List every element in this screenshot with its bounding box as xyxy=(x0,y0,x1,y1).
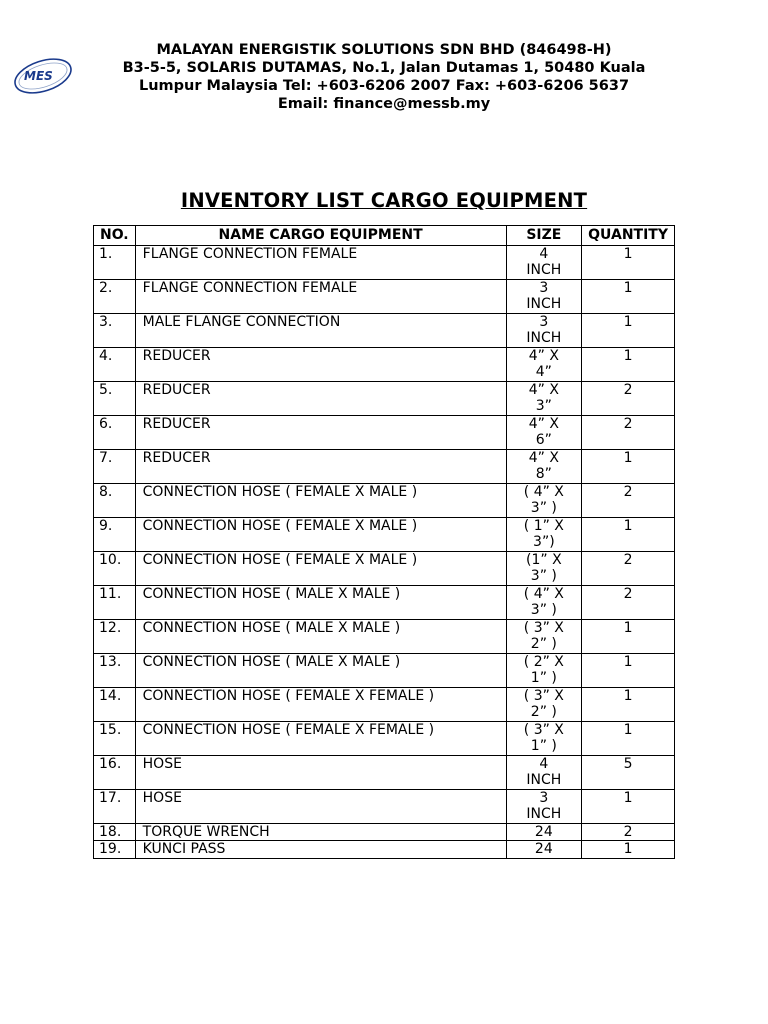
cell-no: 6. xyxy=(94,415,136,449)
cell-size: ( 4” X 3” ) xyxy=(506,483,582,517)
cell-size: 24 xyxy=(506,823,582,841)
cell-no: 14. xyxy=(94,687,136,721)
cell-quantity: 1 xyxy=(582,313,675,347)
cell-name: MALE FLANGE CONNECTION xyxy=(135,313,506,347)
cell-size: 24 xyxy=(506,841,582,859)
cell-name: REDUCER xyxy=(135,381,506,415)
cell-size: 3 INCH xyxy=(506,313,582,347)
cell-name: CONNECTION HOSE ( FEMALE X MALE ) xyxy=(135,483,506,517)
table-row xyxy=(94,551,675,585)
header-no: NO. xyxy=(94,226,136,246)
cell-no: 9. xyxy=(94,517,136,551)
cell-name: CONNECTION HOSE ( MALE X MALE ) xyxy=(135,585,506,619)
cell-name: CONNECTION HOSE ( FEMALE X MALE ) xyxy=(135,551,506,585)
cell-name: FLANGE CONNECTION FEMALE xyxy=(135,279,506,313)
cell-name: CONNECTION HOSE ( MALE X MALE ) xyxy=(135,653,506,687)
cell-size: 4 INCH xyxy=(506,245,582,279)
cell-quantity: 1 xyxy=(582,619,675,653)
table-row xyxy=(94,789,675,823)
cell-name: REDUCER xyxy=(135,347,506,381)
cell-quantity: 1 xyxy=(582,279,675,313)
table-header-row xyxy=(94,226,675,246)
table-row xyxy=(94,483,675,517)
cell-name: FLANGE CONNECTION FEMALE xyxy=(135,245,506,279)
cell-name: HOSE xyxy=(135,789,506,823)
cell-no: 3. xyxy=(94,313,136,347)
cell-name: CONNECTION HOSE ( MALE X MALE ) xyxy=(135,619,506,653)
table-row xyxy=(94,823,675,841)
cell-quantity: 1 xyxy=(582,721,675,755)
logo-text: MES xyxy=(24,69,53,83)
cell-size: 4 INCH xyxy=(506,755,582,789)
cell-no: 18. xyxy=(94,823,136,841)
company-name: MALAYAN ENERGISTIK SOLUTIONS SDN BHD (846498-H) xyxy=(156,42,612,58)
cell-quantity: 1 xyxy=(582,653,675,687)
cell-size: 3 INCH xyxy=(506,279,582,313)
cell-quantity: 1 xyxy=(582,449,675,483)
company-logo xyxy=(10,52,76,98)
table-row xyxy=(94,755,675,789)
cell-quantity: 2 xyxy=(582,415,675,449)
cell-quantity: 5 xyxy=(582,755,675,789)
cell-size: ( 3” X 1” ) xyxy=(506,721,582,755)
cell-name: REDUCER xyxy=(135,415,506,449)
table-row xyxy=(94,279,675,313)
cell-quantity: 2 xyxy=(582,585,675,619)
table-row xyxy=(94,381,675,415)
header-name: NAME CARGO EQUIPMENT xyxy=(135,226,506,246)
header-quantity: QUANTITY xyxy=(582,226,675,246)
cell-no: 1. xyxy=(94,245,136,279)
cell-quantity: 1 xyxy=(582,789,675,823)
inventory-table xyxy=(93,225,675,859)
cell-quantity: 1 xyxy=(582,687,675,721)
table-row xyxy=(94,313,675,347)
cell-no: 19. xyxy=(94,841,136,859)
cell-no: 11. xyxy=(94,585,136,619)
cell-quantity: 2 xyxy=(582,823,675,841)
cell-quantity: 1 xyxy=(582,841,675,859)
company-address-line2: Lumpur Malaysia Tel: +603-6206 2007 Fax: +603-6206 5637 xyxy=(138,78,630,94)
cell-size: ( 3” X 2” ) xyxy=(506,619,582,653)
cell-quantity: 1 xyxy=(582,347,675,381)
cell-size: 4” X 6” xyxy=(506,415,582,449)
cell-no: 10. xyxy=(94,551,136,585)
cell-size: 4” X 4” xyxy=(506,347,582,381)
table-row xyxy=(94,841,675,859)
table-row xyxy=(94,415,675,449)
cell-quantity: 1 xyxy=(582,517,675,551)
cell-no: 15. xyxy=(94,721,136,755)
cell-quantity: 2 xyxy=(582,381,675,415)
cell-no: 4. xyxy=(94,347,136,381)
cell-name: CONNECTION HOSE ( FEMALE X FEMALE ) xyxy=(135,687,506,721)
company-email: Email: finance@messb.my xyxy=(277,96,491,112)
table-row xyxy=(94,721,675,755)
cell-name: CONNECTION HOSE ( FEMALE X FEMALE ) xyxy=(135,721,506,755)
cell-size: 4” X 3” xyxy=(506,381,582,415)
cell-name: CONNECTION HOSE ( FEMALE X MALE ) xyxy=(135,517,506,551)
table-row xyxy=(94,619,675,653)
company-address-line1: B3-5-5, SOLARIS DUTAMAS, No.1, Jalan Dutamas 1, 50480 Kuala xyxy=(122,60,646,76)
header-size: SIZE xyxy=(506,226,582,246)
cell-no: 8. xyxy=(94,483,136,517)
table-row xyxy=(94,585,675,619)
cell-size: (1” X 3” ) xyxy=(506,551,582,585)
cell-name: HOSE xyxy=(135,755,506,789)
cell-no: 5. xyxy=(94,381,136,415)
cell-size: 4” X 8” xyxy=(506,449,582,483)
cell-quantity: 2 xyxy=(582,483,675,517)
document-title: INVENTORY LIST CARGO EQUIPMENT xyxy=(180,189,588,212)
table-row xyxy=(94,245,675,279)
cell-no: 16. xyxy=(94,755,136,789)
cell-name: TORQUE WRENCH xyxy=(135,823,506,841)
cell-size: ( 2” X 1” ) xyxy=(506,653,582,687)
table-row xyxy=(94,687,675,721)
cell-quantity: 1 xyxy=(582,245,675,279)
cell-no: 2. xyxy=(94,279,136,313)
table-row xyxy=(94,449,675,483)
table-row xyxy=(94,347,675,381)
cell-no: 7. xyxy=(94,449,136,483)
cell-no: 17. xyxy=(94,789,136,823)
cell-quantity: 2 xyxy=(582,551,675,585)
cell-no: 13. xyxy=(94,653,136,687)
table-row xyxy=(94,653,675,687)
table-row xyxy=(94,517,675,551)
cell-size: ( 4” X 3” ) xyxy=(506,585,582,619)
cell-name: KUNCI PASS xyxy=(135,841,506,859)
cell-size: ( 1” X 3”) xyxy=(506,517,582,551)
cell-size: 3 INCH xyxy=(506,789,582,823)
cell-name: REDUCER xyxy=(135,449,506,483)
company-header xyxy=(96,41,672,113)
cell-no: 12. xyxy=(94,619,136,653)
cell-size: ( 3” X 2” ) xyxy=(506,687,582,721)
